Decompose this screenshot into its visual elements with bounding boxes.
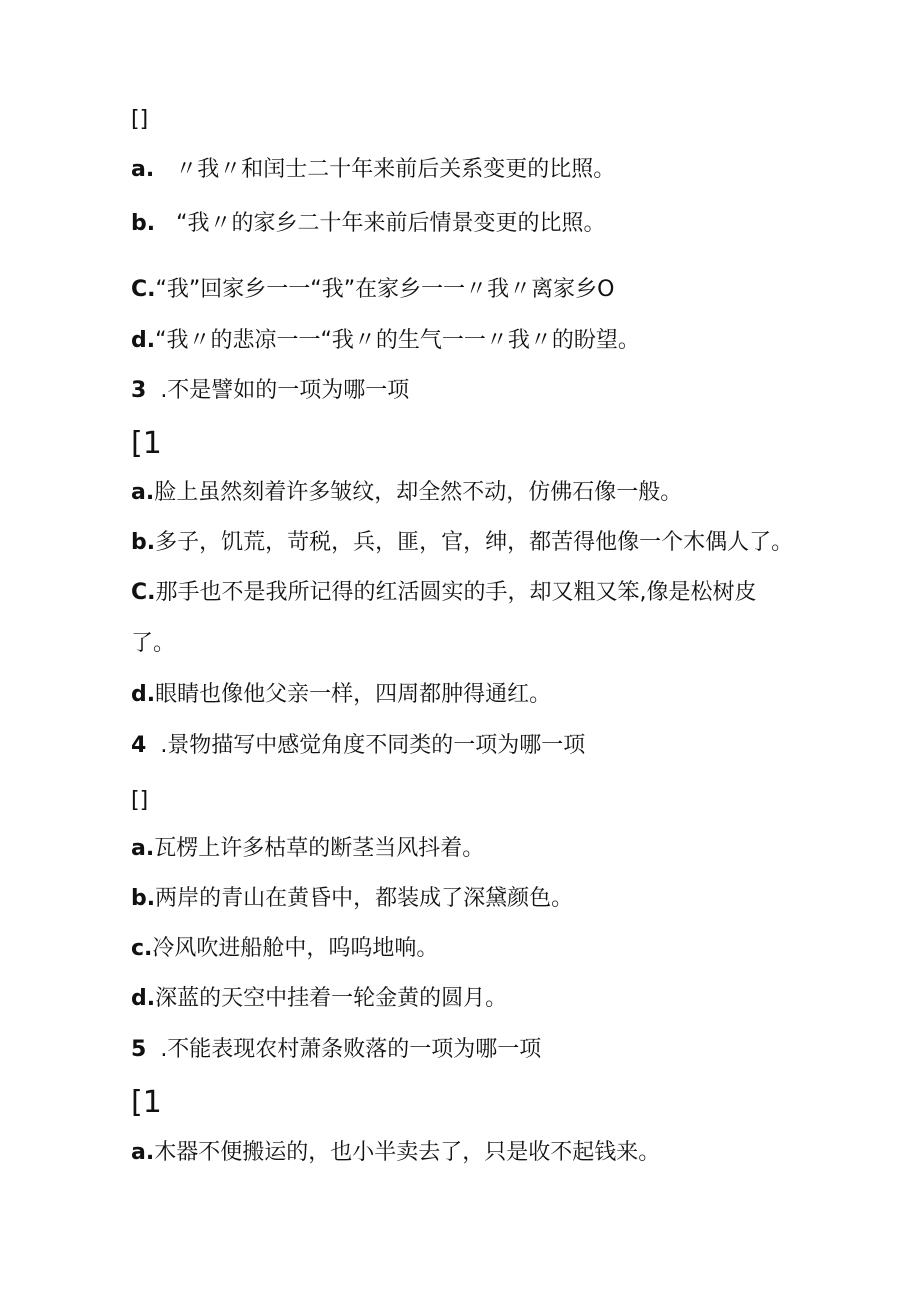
option-c-1: C.“我”回家乡一一“我”在家乡一一〃我〃离家乡O (131, 277, 615, 302)
option-b-3: b.多子，饥荒，苛税，兵，匪，官，绅，都苦得他像一个木偶人了。 (131, 530, 794, 555)
answer-bracket-4: [] (131, 788, 149, 813)
option-b-4: b.两岸的青山在黄昏中，都装成了深黛颜色。 (131, 886, 574, 911)
option-c-3: C.那手也不是我所记得的红活圆实的手，却又粗又笨,像是松树皮 (131, 580, 757, 605)
answer-bracket-3: [1 (131, 426, 162, 461)
option-a-3: a.脸上虽然刻着许多皱纹，却全然不动，仿佛石像一般。 (131, 480, 683, 505)
option-d-1: d.“我〃的悲凉一一“我〃的生气一一〃我〃的盼望。 (131, 328, 640, 353)
option-a-1: a. 〃我〃和闰士二十年来前后关系变更的比照。 (131, 157, 616, 182)
question-3: 3 .不是譬如的一项为哪一项 (131, 378, 410, 403)
option-c-4: c.冷风吹进船舱中，呜呜地响。 (131, 936, 439, 961)
answer-bracket-5: [1 (131, 1085, 162, 1120)
option-d-3: d.眼睛也像他父亲一样，四周都肿得通红。 (131, 682, 552, 707)
option-a-5: a.木器不便搬运的，也小半卖去了，只是收不起钱来。 (131, 1140, 661, 1165)
answer-bracket-1: [] (131, 107, 149, 132)
question-5: 5 .不能表现农村萧条败落的一项为哪一项 (131, 1037, 542, 1062)
option-b-1: b. “我〃的家乡二十年来前后情景变更的比照。 (131, 211, 606, 236)
option-c-3-continued: 了。 (131, 631, 176, 656)
option-d-4: d.深蓝的天空中挂着一轮金黄的圆月。 (131, 986, 508, 1011)
question-4: 4 .景物描写中感觉角度不同类的一项为哪一项 (131, 733, 586, 758)
option-a-4: a.瓦楞上许多枯草的断茎当风抖着。 (131, 836, 485, 861)
